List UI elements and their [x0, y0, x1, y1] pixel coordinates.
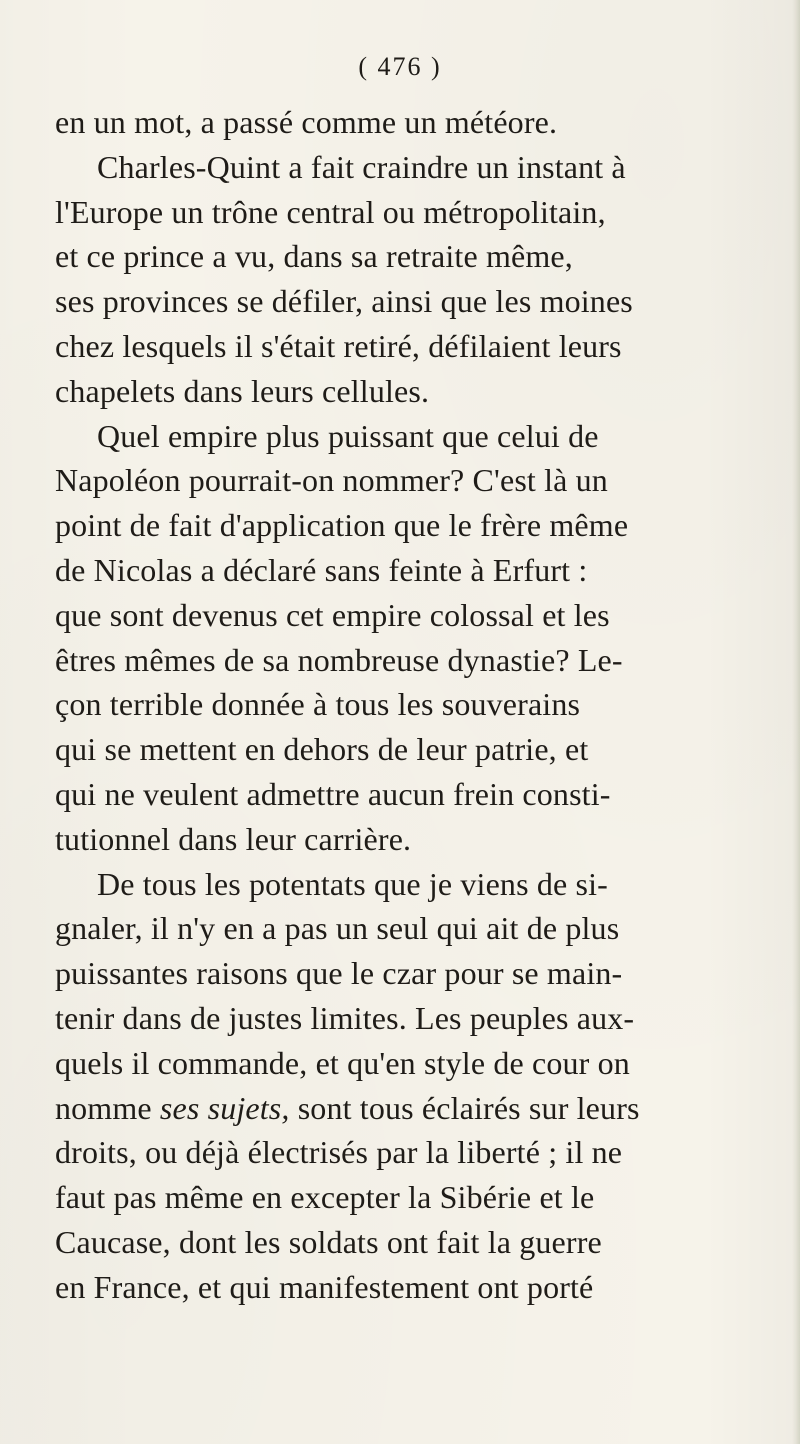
text-line: gnaler, il n'y en a pas un seul qui ait de plus — [55, 910, 620, 947]
text-line: chez lesquels il s'était retiré, défilaient leurs — [55, 327, 622, 364]
text-line: chapelets dans leurs cellules. — [55, 372, 430, 409]
text-line: Caucase, dont les soldats ont fait la guerre — [55, 1223, 602, 1260]
text-line: l'Europe un trône central ou métropolitain, — [55, 193, 606, 230]
text-line-with-italic — [55, 1086, 750, 1131]
text-line: faut pas même en excepter la Sibérie et le — [55, 1179, 595, 1216]
text-line: de Nicolas a déclaré sans feinte à Erfurt : — [55, 551, 588, 588]
text-line: point de fait d'application que le frère même — [55, 507, 629, 544]
text-line: que sont devenus cet empire colossal et les — [55, 596, 610, 633]
text-line: qui ne veulent admettre aucun frein consti- — [55, 775, 611, 812]
text-line: tutionnel dans leur carrière. — [55, 820, 412, 857]
text-line: puissantes raisons que le czar pour se main- — [55, 955, 623, 992]
text-line: ses provinces se défiler, ainsi que les moines — [55, 283, 633, 320]
text-line: et ce prince a vu, dans sa retraite même, — [55, 238, 573, 275]
text-line: Quel empire plus puissant que celui de — [97, 417, 599, 454]
text-line: De tous les potentats que je viens de si- — [97, 865, 608, 902]
text-line: droits, ou déjà électrisés par la liberté ; il ne — [55, 1134, 623, 1171]
text-line: çon terrible donnée à tous les souverains — [55, 686, 581, 723]
text-line: en un mot, a passé comme un météore. — [55, 104, 558, 140]
page-edge-shadow — [792, 0, 800, 1444]
body-text — [55, 100, 750, 1310]
text-fragment: sont tous éclairés sur leurs — [289, 1089, 640, 1126]
text-line: qui se mettent en dehors de leur patrie, et — [55, 731, 589, 768]
page-number: ( 476 ) — [358, 52, 442, 81]
text-line: en France, et qui manifestement ont porté — [55, 1268, 594, 1305]
text-line: êtres mêmes de sa nombreuse dynastie? Le- — [55, 641, 623, 678]
italic-phrase: ses sujets, — [159, 1089, 290, 1126]
text-line: Charles-Quint a fait craindre un instant à — [97, 148, 626, 185]
text-line: tenir dans de justes limites. Les peuples aux- — [55, 999, 635, 1036]
text-line: quels il commande, et qu'en style de cour on — [55, 1044, 630, 1081]
text-line: Napoléon pourrait-on nommer? C'est là un — [55, 462, 608, 499]
text-fragment: nomme — [55, 1089, 160, 1126]
